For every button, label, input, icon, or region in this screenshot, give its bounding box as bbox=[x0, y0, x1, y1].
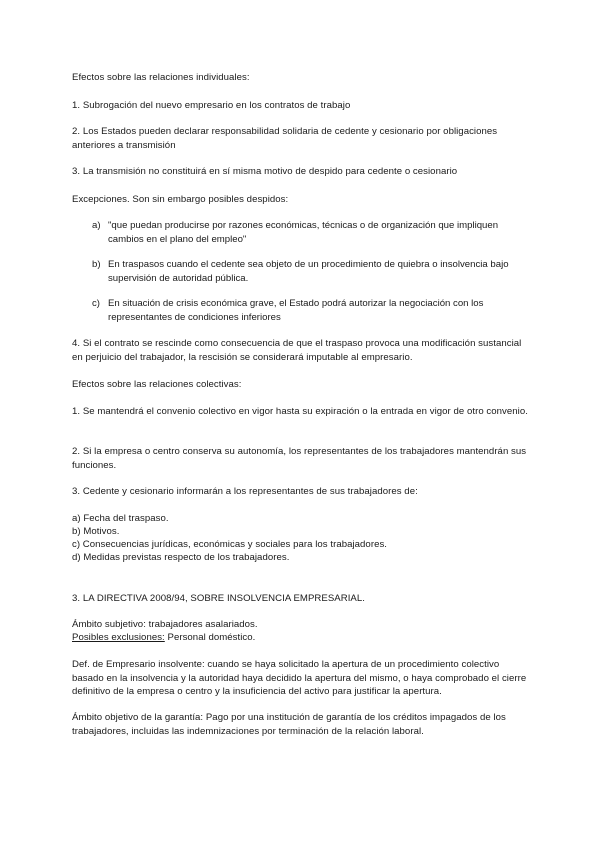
collective-relations-heading: Efectos sobre las relaciones colectivas: bbox=[72, 379, 242, 390]
ambito-objetivo: Ámbito objetivo de la garantía: Pago por una institución de garantía de los créditos impagados de los trabajadores, incluidas las indemnizaciones por terminación de la relación laboral. bbox=[72, 712, 506, 737]
exception-item-b bbox=[92, 258, 532, 285]
info-item-b: b) Motivos. bbox=[72, 526, 120, 537]
individual-item-2: 2. Los Estados pueden declarar responsabilidad solidaria de cedente y cesionario por obligaciones anteriores a transmisión bbox=[72, 126, 498, 151]
def-empresario-insolvente: Def. de Empresario insolvente: cuando se haya solicitado la apertura de un procedimiento colectivo basado en la insolvencia y la autoridad haya decidido la apertura del mismo, o haya comprobado el cierre definitivo de la empresa o centro y la insuficiencia del activo para justificar la apertura. bbox=[72, 659, 527, 697]
individual-item-1: 1. Subrogación del nuevo empresario en los contratos de trabajo bbox=[72, 100, 351, 111]
individual-item-3: 3. La transmisión no constituirá en sí misma motivo de despido para cedente o cesionario bbox=[72, 166, 458, 177]
collective-item-1: 1. Se mantendrá el convenio colectivo en vigor hasta su expiración o la entrada en vigor de otro convenio. bbox=[72, 406, 528, 417]
exception-text: En situación de crisis económica grave, el Estado podrá autorizar la negociación con los representantes de condiciones inferiores bbox=[108, 298, 484, 323]
exclusiones-value: Personal doméstico. bbox=[164, 632, 256, 643]
individual-relations-heading: Efectos sobre las relaciones individuales: bbox=[72, 72, 250, 83]
exception-label: b) bbox=[92, 259, 101, 270]
exception-item-a bbox=[92, 219, 532, 246]
info-item-d: d) Medidas previstas respecto de los trabajadores. bbox=[72, 552, 290, 563]
exception-item-c bbox=[92, 297, 532, 324]
collective-item-3: 3. Cedente y cesionario informarán a los representantes de sus trabajadores de: bbox=[72, 486, 418, 497]
exceptions-heading: Excepciones. Son sin embargo posibles despidos: bbox=[72, 194, 289, 205]
exception-label: c) bbox=[92, 298, 100, 309]
exception-text: En traspasos cuando el cedente sea objeto de un procedimiento de quiebra o insolvencia bajo supervisión de autoridad pública. bbox=[108, 259, 509, 284]
posibles-exclusiones bbox=[72, 631, 528, 645]
exception-text: "que puedan producirse por razones económicas, técnicas o de organización que impliquen cambios en el plano del empleo" bbox=[108, 220, 499, 245]
exception-label: a) bbox=[92, 220, 101, 231]
collective-item-2: 2. Si la empresa o centro conserva su autonomía, los representantes de los trabajadores mantendrán sus funciones. bbox=[72, 446, 527, 471]
info-item-a: a) Fecha del traspaso. bbox=[72, 513, 169, 524]
info-item-c: c) Consecuencias jurídicas, económicas y sociales para los trabajadores. bbox=[72, 539, 388, 550]
directive-heading: 3. LA DIRECTIVA 2008/94, SOBRE INSOLVENCIA EMPRESARIAL. bbox=[72, 593, 365, 604]
individual-item-4: 4. Si el contrato se rescinde como consecuencia de que el traspaso provoca una modificación sustancial en perjuicio del trabajador, la rescisión se considerará imputable al empresario. bbox=[72, 338, 522, 363]
exclusiones-label: Posibles exclusiones: bbox=[72, 632, 165, 643]
ambito-subjetivo: Ámbito subjetivo: trabajadores asalariados. bbox=[72, 619, 258, 630]
